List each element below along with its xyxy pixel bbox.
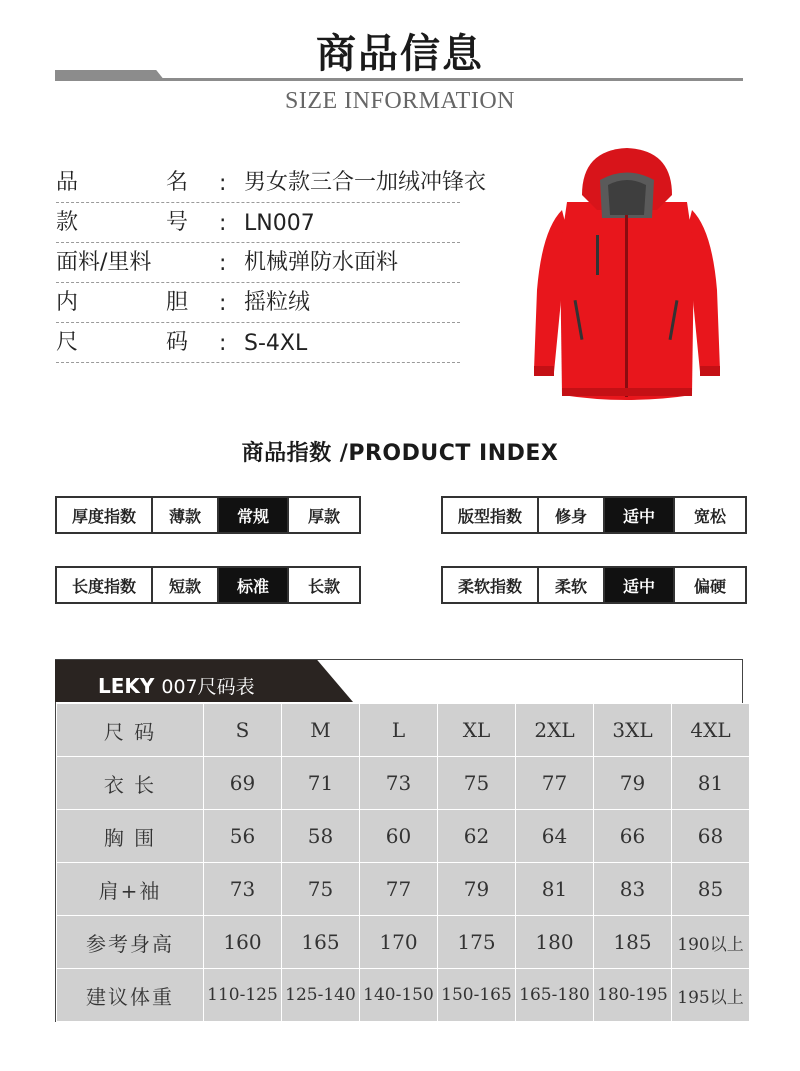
index-option: 厚款 (287, 498, 359, 532)
table-cell: 58 (282, 810, 360, 863)
info-value: 机械弹防水面料 (244, 250, 399, 275)
table-cell: 77 (516, 757, 594, 810)
info-colon: : (219, 331, 227, 356)
info-row-name (56, 162, 487, 203)
index-option: 偏硬 (673, 568, 745, 602)
table-cell: 64 (516, 810, 594, 863)
table-cell: 73 (204, 863, 282, 916)
table-row (57, 969, 750, 1022)
info-value: 摇粒绒 (244, 290, 311, 315)
table-cell: 190以上 (672, 916, 750, 969)
table-cell: 75 (282, 863, 360, 916)
table-cell: 2XL (516, 704, 594, 757)
index-option: 宽松 (673, 498, 745, 532)
table-cell: 66 (594, 810, 672, 863)
table-row (57, 757, 750, 810)
table-cell: 195以上 (672, 969, 750, 1022)
info-row-lining (56, 282, 460, 323)
index-option: 长款 (287, 568, 359, 602)
table-cell: 165 (282, 916, 360, 969)
index-option: 修身 (537, 498, 603, 532)
info-value: S-4XL (244, 331, 308, 356)
table-cell: L (360, 704, 438, 757)
table-row (57, 863, 750, 916)
page-title: 商品信息 (316, 31, 484, 77)
row-label: 参考身高 (57, 916, 204, 969)
size-table (56, 703, 750, 1022)
table-cell: 140-150 (360, 969, 438, 1022)
table-cell: 73 (360, 757, 438, 810)
table-cell: 62 (438, 810, 516, 863)
index-option-selected: 标准 (217, 568, 287, 602)
title-rule-line (55, 78, 743, 81)
table-cell: 69 (204, 757, 282, 810)
info-value: LN007 (244, 211, 315, 236)
table-row (57, 916, 750, 969)
info-row-style-number (56, 202, 460, 243)
table-cell: S (204, 704, 282, 757)
info-colon: : (219, 171, 227, 196)
table-cell: 150-165 (438, 969, 516, 1022)
table-cell: 79 (594, 757, 672, 810)
index-option: 薄款 (151, 498, 217, 532)
index-option-selected: 常规 (217, 498, 287, 532)
info-colon: : (219, 291, 227, 316)
table-cell: 68 (672, 810, 750, 863)
fit-index (441, 496, 747, 534)
table-cell: 85 (672, 863, 750, 916)
info-row-size (56, 322, 460, 363)
product-index-title: 商品指数 /PRODUCT INDEX (241, 441, 559, 466)
table-cell: 160 (204, 916, 282, 969)
table-cell: 75 (438, 757, 516, 810)
info-row-fabric (56, 242, 460, 283)
row-label: 尺 码 (57, 704, 204, 757)
table-row (57, 810, 750, 863)
table-cell: 185 (594, 916, 672, 969)
index-option-selected: 适中 (603, 498, 673, 532)
table-cell: 165-180 (516, 969, 594, 1022)
index-group-label: 长度指数 (71, 576, 136, 596)
softness-index (441, 566, 747, 604)
index-group-label: 版型指数 (457, 506, 522, 526)
row-label: 胸 围 (57, 810, 204, 863)
table-cell: 83 (594, 863, 672, 916)
row-label: 建议体重 (57, 969, 204, 1022)
info-colon: : (219, 211, 227, 236)
table-cell: 180 (516, 916, 594, 969)
brand-name: LEKY (98, 674, 155, 698)
index-group-label: 厚度指数 (71, 506, 136, 526)
thickness-index (55, 496, 361, 534)
info-value: 男女款三合一加绒冲锋衣 (244, 170, 487, 195)
table-cell: 81 (516, 863, 594, 916)
info-label: 款 号 (56, 210, 188, 235)
info-label: 尺 码 (56, 330, 188, 355)
size-table-label: 007尺码表 (161, 676, 255, 698)
index-option-selected: 适中 (603, 568, 673, 602)
size-table-title (98, 672, 255, 699)
table-cell: 125-140 (282, 969, 360, 1022)
table-cell: 3XL (594, 704, 672, 757)
red-jacket-image (522, 140, 732, 420)
table-cell: 79 (438, 863, 516, 916)
info-colon: : (219, 251, 227, 276)
table-cell: XL (438, 704, 516, 757)
info-label: 品 名 (56, 170, 188, 195)
table-cell: 56 (204, 810, 282, 863)
table-cell: 175 (438, 916, 516, 969)
index-group-label: 柔软指数 (457, 576, 522, 596)
table-cell: M (282, 704, 360, 757)
table-cell: 71 (282, 757, 360, 810)
table-cell: 180-195 (594, 969, 672, 1022)
table-cell: 81 (672, 757, 750, 810)
table-cell: 170 (360, 916, 438, 969)
table-cell: 77 (360, 863, 438, 916)
row-label: 肩+袖 (57, 863, 204, 916)
page-subtitle: SIZE INFORMATION (285, 88, 515, 114)
index-option: 短款 (151, 568, 217, 602)
row-label: 衣 长 (57, 757, 204, 810)
info-label: 内 胆 (56, 290, 188, 315)
index-option: 柔软 (537, 568, 603, 602)
table-cell: 110-125 (204, 969, 282, 1022)
length-index (55, 566, 361, 604)
table-cell: 4XL (672, 704, 750, 757)
info-label: 面料/里料 (56, 250, 152, 275)
table-row (57, 704, 750, 757)
table-cell: 60 (360, 810, 438, 863)
